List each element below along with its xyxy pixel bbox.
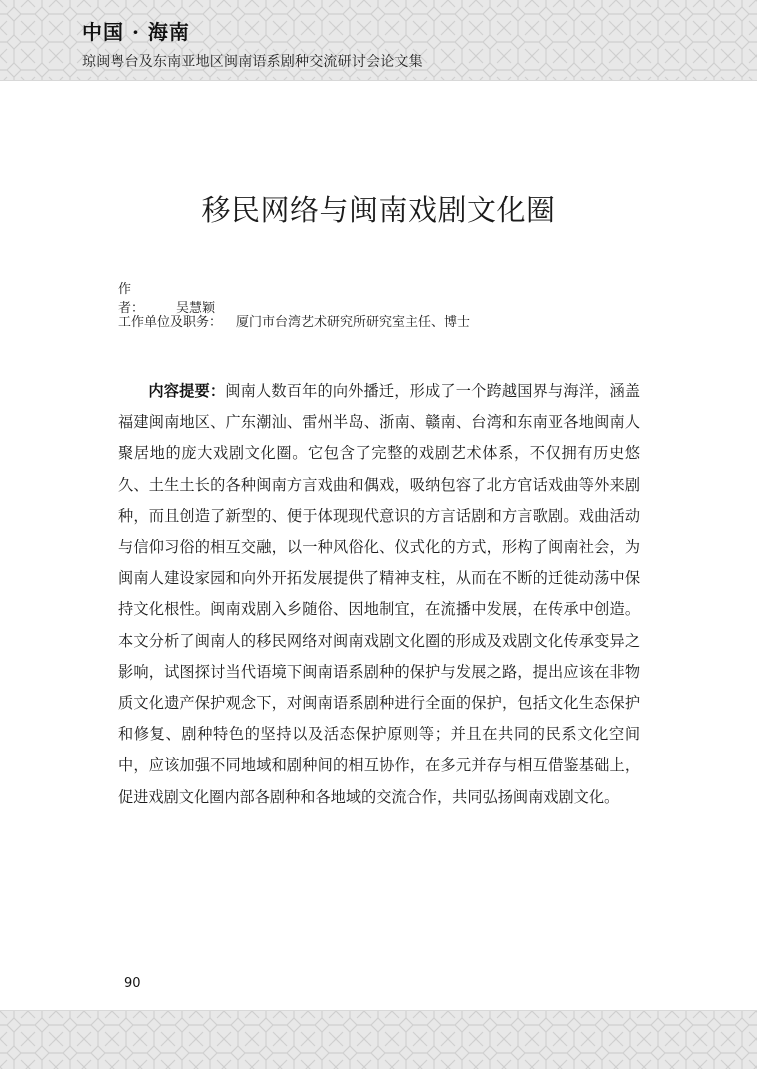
author-name: 吴慧颖: [176, 301, 216, 316]
affiliation-value: 厦门市台湾艺术研究所研究室主任、博士: [236, 315, 471, 330]
footer-band: [0, 1010, 757, 1069]
affiliation-label: 工作单位及职务：: [118, 315, 223, 330]
page-number: 90: [124, 976, 141, 991]
abstract-label: 内容提要：: [148, 382, 226, 400]
abstract-paragraph: [118, 376, 640, 813]
author-label: 作 者：: [118, 282, 158, 316]
abstract-text: 闽南人数百年的向外播迁，形成了一个跨越国界与海洋，涵盖福建闽南地区、广东潮汕、雷州半岛、浙南、赣南、台湾和东南亚各地闽南人聚居地的庞大戏剧文化圈。它包含了完整的戏剧艺术体系，不仅拥有历史悠久、土生土长的各种闽南方言戏曲和偶戏，吸纳包容了北方官话戏曲等外来剧种，而且创造了新型的、便于体现现代意识的方言话剧和方言歌剧。戏曲活动与信仰习俗的相互交融，以一种风俗化、仪式化的方式，形构了闽南社会，为闽南人建设家园和向外开拓发展提供了精神支柱，从而在不断的迁徙动荡中保持文化根性。闽南戏剧入乡随俗、因地制宜，在流播中发展，在传承中创造。本文分析了闽南人的移民网络对闽南戏剧文化圈的形成及戏剧文化传承变异之影响，试图探讨当代语境下闽南语系剧种的保护与发展之路，提出应该在非物质文化遗产保护观念下，对闽南语系剧种进行全面的保护，包括文化生态保护和修复、剧种特色的坚持以及活态保护原则等；并且在共同的民系文化空间中，应该加强不同地域和剧种间的相互协作，在多元并存与相互借鉴基础上，促进戏剧文化圈内部各剧种和各地域的交流合作，共同弘扬闽南戏剧文化。: [118, 382, 641, 806]
article-title: 移民网络与闽南戏剧文化圈: [201, 193, 556, 227]
header-band: [0, 0, 757, 81]
series-title: 中国 · 海南: [82, 20, 190, 44]
affiliation-line: [118, 311, 470, 330]
series-subtitle: 琼闽粤台及东南亚地区闽南语系剧种交流研讨会论文集: [82, 54, 423, 70]
